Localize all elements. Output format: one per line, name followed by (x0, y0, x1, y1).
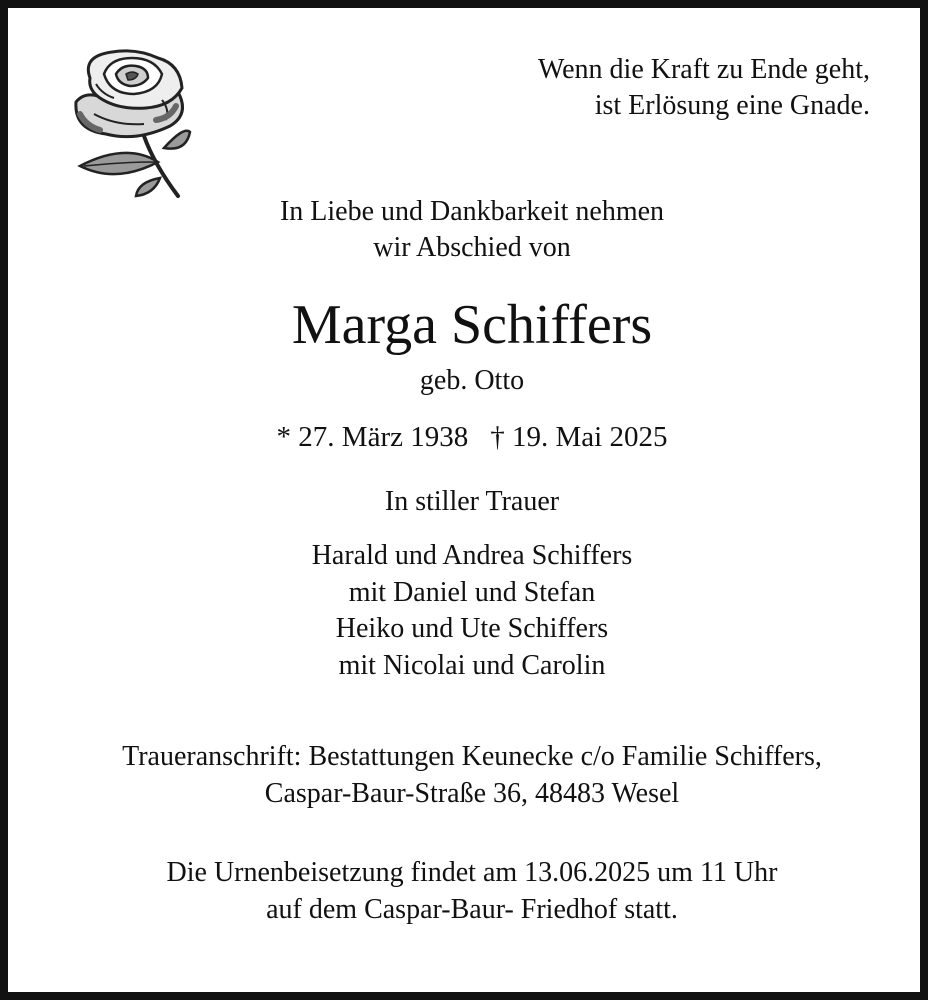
burial-line-1: Die Urnenbeisetzung findet am 13.06.2025 um 11 Uhr (166, 857, 778, 888)
intro-text (8, 194, 928, 266)
life-dates (8, 418, 928, 456)
family-line: mit Nicolai und Carolin (338, 649, 606, 681)
address-line-2: Caspar-Baur-Straße 36, 48483 Wesel (264, 778, 680, 809)
burial-line-2: auf dem Caspar-Baur- Friedhof statt. (266, 894, 678, 925)
maiden-name: geb. Otto (419, 365, 525, 396)
family-line: Heiko und Ute Schiffers (335, 613, 609, 644)
mourning-heading: In stiller Trauer (384, 486, 560, 517)
intro-line-2: wir Abschied von (373, 232, 571, 263)
family-line: mit Daniel und Stefan (348, 576, 596, 608)
death-date: † 19. Mai 2025 (490, 421, 668, 453)
intro-line-1: In Liebe und Dankbarkeit nehmen (279, 196, 665, 227)
motto-quote (538, 52, 870, 124)
address-line-1: Traueranschrift: Bestattungen Keunecke c/o Familie Schiffers, (122, 741, 822, 772)
mourning-address (8, 738, 928, 812)
deceased-name: Marga Schiffers (291, 294, 653, 356)
birth-date: * 27. März 1938 (276, 421, 469, 453)
family-line: Harald und Andrea Schiffers (311, 540, 633, 571)
motto-line-2: ist Erlösung eine Gnade. (594, 90, 870, 121)
rose-icon (66, 44, 196, 204)
motto-line-1: Wenn die Kraft zu Ende geht, (537, 54, 870, 85)
burial-notice (8, 854, 928, 928)
family-list (8, 538, 928, 684)
